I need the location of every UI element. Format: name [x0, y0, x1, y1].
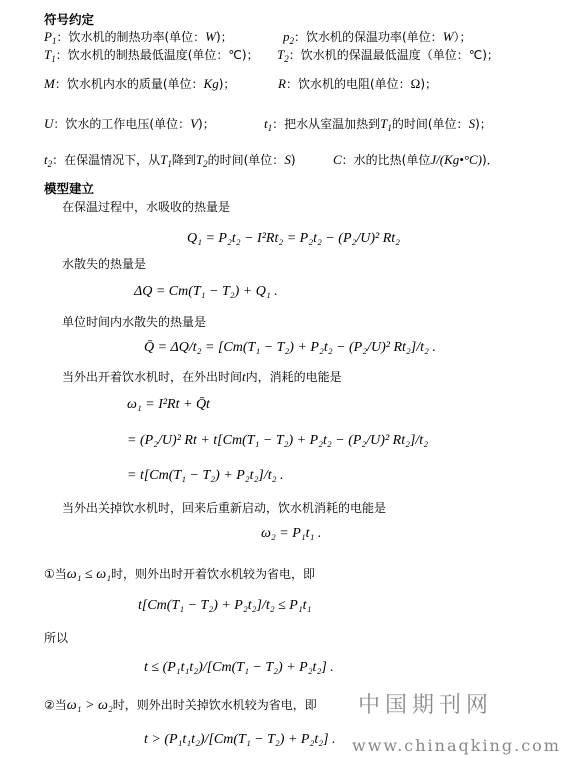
symbol-p1: $P_1$：饮水机的制热功率(单位：W)； [44, 29, 233, 46]
symbol-p2: $p_2$：饮水机的保温功率(单位：W）； [283, 29, 472, 46]
case-1: ①当ω₁ ≤ ω₁时，则外出时开着饮水机较为省电，即 [44, 567, 315, 582]
symbol-m: M：饮水机内水的质量(单位：Kg)； [44, 76, 236, 91]
equation-omega1-expanded: = (P₂/U)² Rt + t[Cm(T₁ − T₂) + P₂t₂ − (P₂/U)² Rt₂]/t₂ [127, 433, 429, 448]
equation-omega2: ω₂ = P₁t₁ . [261, 526, 322, 541]
symbol-time-t1: $t_1$：把水从室温加热到$T_1$的时间(单位：S)； [264, 116, 492, 133]
symbol-t1: $T_1$：饮水机的制热最低温度(单位：℃)； [44, 47, 259, 64]
paragraph-heat-absorbed: 在保温过程中，水吸收的热量是 [62, 200, 231, 214]
paragraph-energy-on: 当外出开着饮水机时，在外出时间t内，消耗的电能是 [62, 369, 342, 384]
symbol-u: U：饮水的工作电压(单位：V)； [44, 116, 215, 131]
case-2: ②当ω₁ > ω₂时，则外出时关掉饮水机较为省电，即 [44, 698, 317, 713]
symbol-r: R：饮水机的电阻(单位：Ω)； [278, 76, 437, 91]
watermark-url: www.chinaqking.com [352, 736, 561, 755]
symbol-c: C：水的比热(单位J/(Kg•°C))． [333, 152, 499, 167]
section-title-symbols: 符号约定 [44, 12, 95, 27]
symbol-time-t2: $t_2$：在保温情况下，从$T_1$降到$T_2$的时间(单位：S) [44, 152, 296, 169]
section-title-model: 模型建立 [44, 181, 95, 196]
inequality-3: t > (P₁t₁t₂)/[Cm(T₁ − T₂) + P₂t₂] . [144, 732, 336, 747]
equation-q1: Q₁ = P₂t₂ − I²Rt₂ = P₂t₂ − (P₂/U)² Rt₂ [187, 231, 401, 246]
equation-omega1: ω₁ = I²Rt + Q̄t [127, 397, 210, 412]
equation-omega1-simplified: = t[Cm(T₁ − T₂) + P₂t₂]/t₂ . [127, 468, 284, 483]
equation-delta-q: ΔQ = Cm(T₁ − T₂) + Q₁ . [134, 284, 278, 299]
text-so: 所以 [44, 631, 69, 645]
paragraph-heat-rate: 单位时间内水散失的热量是 [62, 315, 207, 329]
symbol-t2: $T_2$：饮水机的保温最低温度（单位：℃)； [277, 47, 499, 64]
inequality-1: t[Cm(T₁ − T₂) + P₂t₂]/t₂ ≤ P₁t₁ [138, 598, 312, 613]
paragraph-energy-off: 当外出关掉饮水机时，回来后重新启动，饮水机消耗的电能是 [62, 501, 387, 515]
inequality-2: t ≤ (P₁t₁t₂)/[Cm(T₁ − T₂) + P₂t₂] . [144, 660, 334, 675]
watermark-chinese: 中国期刊网 [358, 693, 494, 718]
equation-q-bar: Q̄ = ΔQ/t₂ = [Cm(T₁ − T₂) + P₂t₂ − (P₂/U)² Rt₂]/t₂ . [144, 340, 436, 355]
paragraph-heat-lost: 水散失的热量是 [62, 257, 147, 271]
